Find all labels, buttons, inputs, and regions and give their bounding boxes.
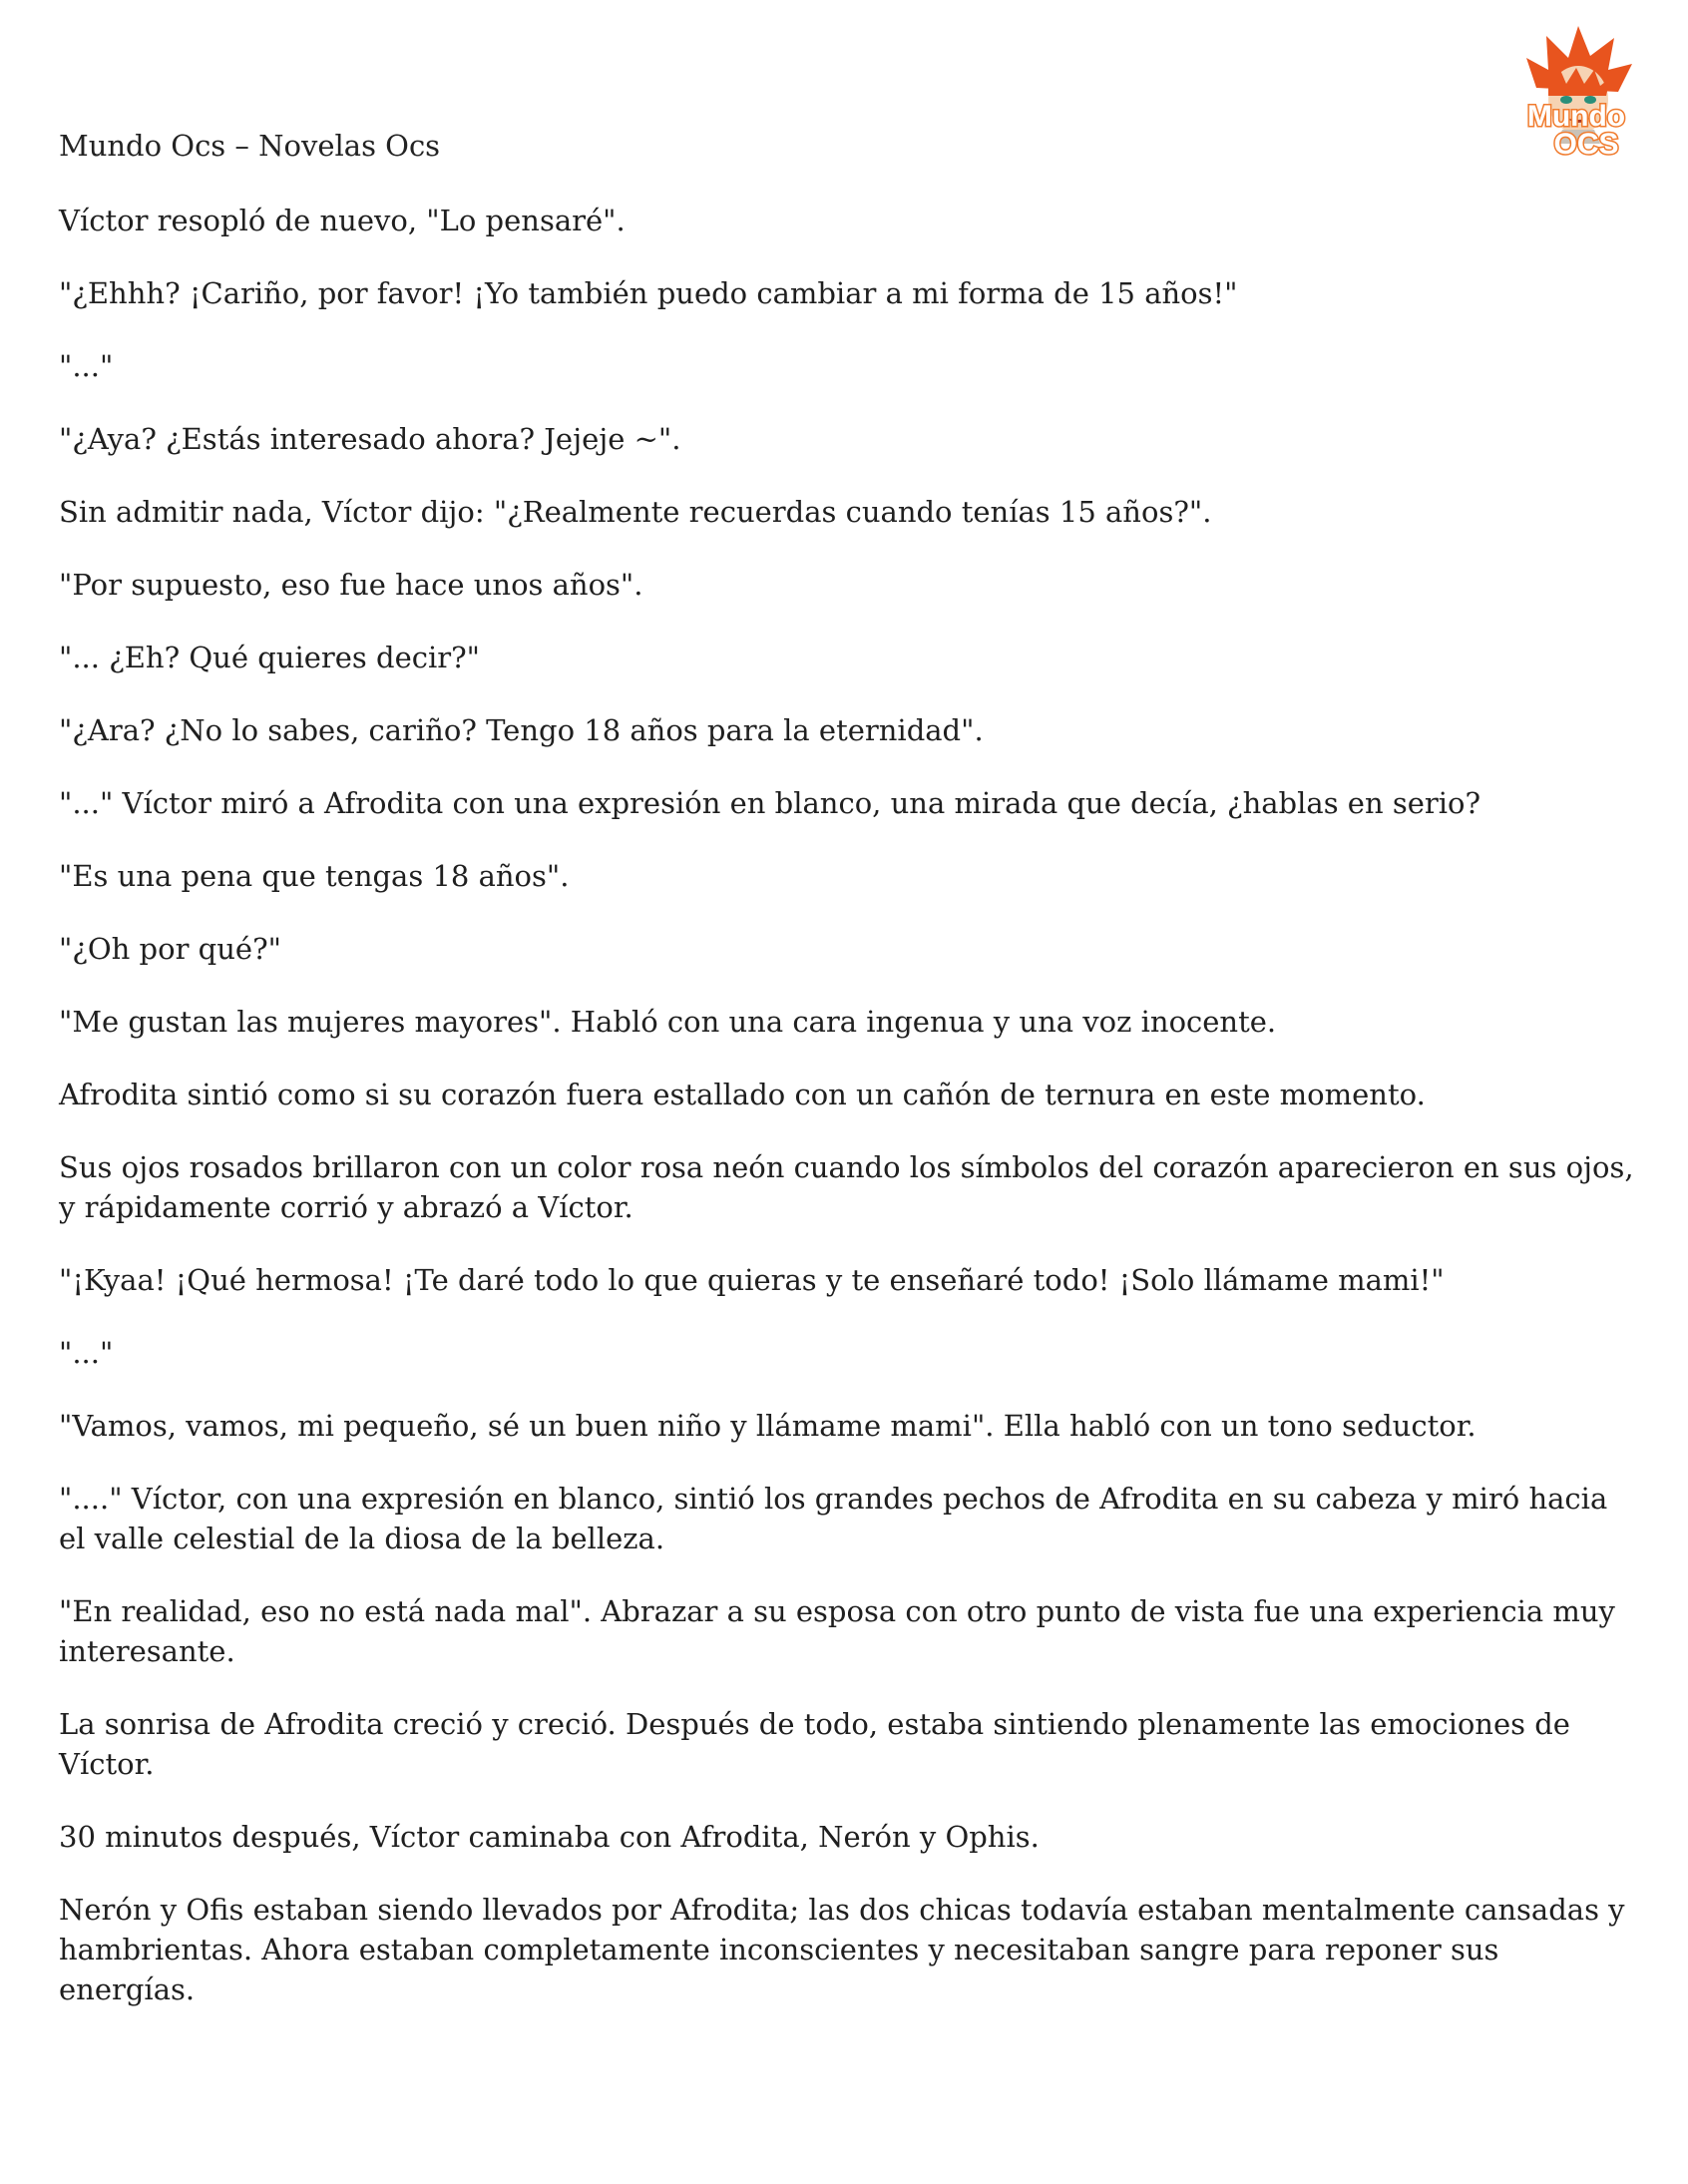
paragraph: "..." bbox=[59, 349, 114, 383]
paragraph: Sin admitir nada, Víctor dijo: "¿Realmente recuerdas cuando tenías 15 años?". bbox=[59, 495, 1212, 529]
paragraph: "En realidad, eso no está nada mal". Abrazar a su esposa con otro punto de vista fue una experiencia muy interesante. bbox=[59, 1594, 1615, 1668]
story-text bbox=[59, 201, 1635, 2042]
paragraph: "... ¿Eh? Qué quieres decir?" bbox=[59, 641, 481, 674]
paragraph: "¿Oh por qué?" bbox=[59, 932, 281, 966]
logo-text-ocs: OCS bbox=[1553, 128, 1619, 161]
page-header-title: Mundo Ocs – Novelas Ocs bbox=[59, 129, 441, 163]
paragraph: "Es una pena que tengas 18 años". bbox=[59, 859, 570, 893]
paragraph: Afrodita sintió como si su corazón fuera estallado con un cañón de ternura en este momento. bbox=[59, 1078, 1426, 1111]
paragraph: "...." Víctor, con una expresión en blanco, sintió los grandes pechos de Afrodita en su cabeza y miró hacia el valle celestial de la diosa de la belleza. bbox=[59, 1482, 1608, 1555]
logo-text-mundo: Mundo bbox=[1526, 100, 1626, 133]
paragraph: Nerón y Ofis estaban siendo llevados por Afrodita; las dos chicas todavía estaban mentalmente cansadas y hambrientas. Ahora estaban completamente inconscientes y necesitaban sangre para reponer sus energías. bbox=[59, 1893, 1625, 2006]
paragraph: Sus ojos rosados brillaron con un color rosa neón cuando los símbolos del corazón aparecieron en sus ojos, y rápidamente corrió y abrazó a Víctor. bbox=[59, 1150, 1634, 1224]
paragraph: "¡Kyaa! ¡Qué hermosa! ¡Te daré todo lo que quieras y te enseñaré todo! ¡Solo llámame mami!" bbox=[59, 1263, 1445, 1297]
paragraph: "¿Aya? ¿Estás interesado ahora? Jejeje ~". bbox=[59, 422, 681, 456]
paragraph: "..." Víctor miró a Afrodita con una expresión en blanco, una mirada que decía, ¿hablas en serio? bbox=[59, 786, 1481, 820]
paragraph: "¿Ara? ¿No lo sabes, cariño? Tengo 18 años para la eternidad". bbox=[59, 713, 984, 747]
paragraph: 30 minutos después, Víctor caminaba con Afrodita, Nerón y Ophis. bbox=[59, 1820, 1040, 1854]
paragraph: "..." bbox=[59, 1336, 114, 1370]
paragraph: Víctor resopló de nuevo, "Lo pensaré". bbox=[59, 204, 626, 237]
paragraph: "Vamos, vamos, mi pequeño, sé un buen niño y llámame mami". Ella habló con un tono seductor. bbox=[59, 1409, 1477, 1443]
paragraph: "Por supuesto, eso fue hace unos años". bbox=[59, 568, 643, 602]
anime-boy-mascot-icon bbox=[1496, 18, 1656, 178]
paragraph: "¿Ehhh? ¡Cariño, por favor! ¡Yo también puedo cambiar a mi forma de 15 años!" bbox=[59, 276, 1238, 310]
paragraph: La sonrisa de Afrodita creció y creció. Después de todo, estaba sintiendo plenamente las emociones de Víctor. bbox=[59, 1707, 1570, 1781]
mundo-ocs-logo bbox=[1496, 18, 1656, 178]
paragraph: "Me gustan las mujeres mayores". Habló con una cara ingenua y una voz inocente. bbox=[59, 1005, 1277, 1039]
